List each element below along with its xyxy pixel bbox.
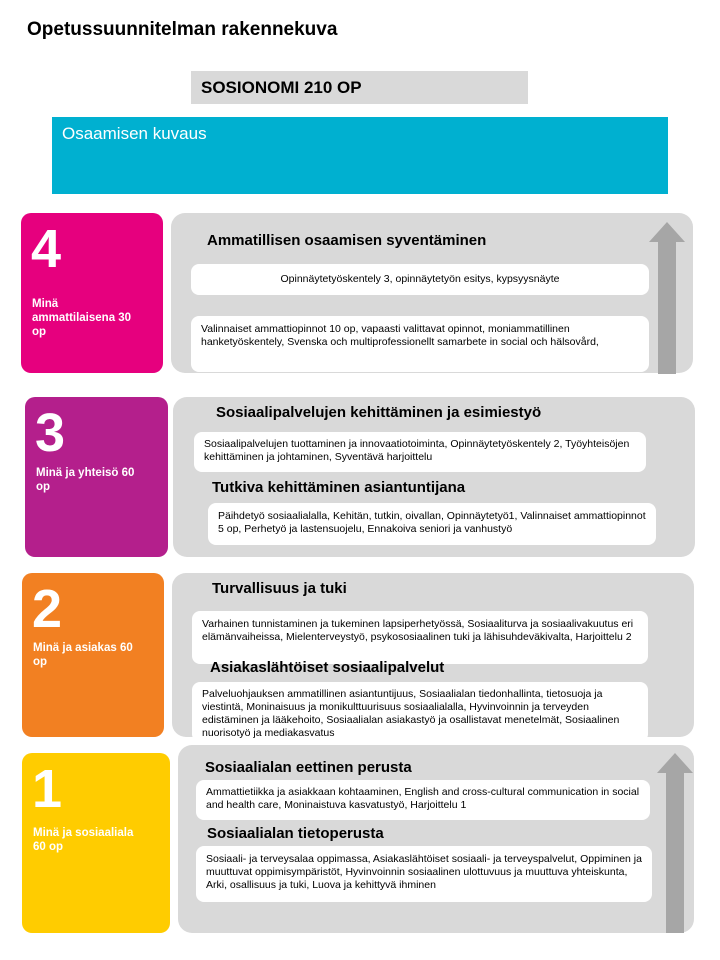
course-box: Palveluohjauksen ammatillinen asiantuntijuus, Sosiaalialan tiedonhallinta, tietosuoja ja viestintä, Moninaisuus ja monikulttuurisuus sosiaalialalla, Hyvinvoinnin ja terveyden edistäminen ja lääkehoito, Sosiaalialan asiakastyö ja osallistavat menetelmät, Sosiaalinen nuorisotyö ja mediakasvatus (192, 682, 648, 742)
competence-description-header (52, 117, 668, 194)
level-number: 3 (35, 403, 66, 463)
section-heading: Turvallisuus ja tuki (212, 580, 347, 597)
course-box: Ammattietiikka ja asiakkaan kohtaaminen, English and cross-cultural communication in social and health care, Moninaistuva kasvatustyö, Harjoittelu 1 (196, 780, 650, 820)
level-2-card (22, 573, 164, 737)
section-heading: Sosiaalialan eettinen perusta (205, 759, 412, 776)
program-title: SOSIONOMI 210 OP (191, 71, 528, 104)
level-number: 2 (32, 579, 63, 639)
course-box: Sosiaalipalvelujen tuottaminen ja innovaatiotoiminta, Opinnäytetyöskentely 2, Työyhteisöjen kehittäminen ja johtaminen, Syventävä harjoittelu (194, 432, 646, 472)
course-box: Opinnäytetyöskentely 3, opinnäytetyön esitys, kypsyysnäyte (191, 264, 649, 295)
section-heading: Sosiaalialan tietoperusta (207, 825, 384, 842)
up-arrow-icon (655, 753, 695, 933)
level-number: 4 (31, 219, 62, 279)
course-box: Varhainen tunnistaminen ja tukeminen lapsiperhetyössä, Sosiaaliturva ja sosiaalivakuutus eri elämänvaiheissa, Mielenterveystyö, psykososiaalinen tuki ja lähisuhdeväkivalta, Harjoittelu 2 (192, 611, 648, 664)
course-box: Sosiaali- ja terveysalaa oppimassa, Asiakaslähtöiset sosiaali- ja terveyspalvelut, Oppiminen ja muuttuvat oppimisympäristöt, Hyvinvoinnin sosiaalinen ulottuvuus ja muuttuva yhteiskunta, Arki, osallisuus ja tuki, Luova ja kehittyvä ihminen (196, 846, 652, 902)
level-label: Minä ja sosiaaliala 60 op (33, 827, 134, 853)
level-label: Minä ammattilaisena 30 op (32, 298, 132, 338)
section-heading: Asiakaslähtöiset sosiaalipalvelut (210, 659, 445, 676)
section-heading: Ammatillisen osaamisen syventäminen (207, 232, 487, 249)
section-heading: Tutkiva kehittäminen asiantuntijana (212, 479, 466, 496)
level-label: Minä ja yhteisö 60 op (36, 467, 135, 493)
level-4-card (21, 213, 163, 373)
up-arrow-icon (647, 222, 687, 374)
level-3-card (25, 397, 168, 557)
level-label: Minä ja asiakas 60 op (33, 642, 133, 668)
level-number: 1 (32, 759, 63, 819)
competence-description-label: Osaamisen kuvaus (62, 124, 207, 143)
section-heading: Sosiaalipalvelujen kehittäminen ja esimiestyö (216, 404, 542, 421)
course-box: Päihdetyö sosiaalialalla, Kehitän, tutkin, oivallan, Opinnäytetyö1, Valinnaiset ammattiopinnot 5 op, Perhetyö ja lastensuojelu, Ennakoiva seniori ja vanhustyö (208, 503, 656, 545)
page-title: Opetussuunnitelman rakennekuva (27, 19, 338, 40)
course-box: Valinnaiset ammattiopinnot 10 op, vapaasti valittavat opinnot, moniammatillinen hanketyöskentely, Svenska och multiprofessionellt samarbete in social och hälsovård, (191, 316, 649, 372)
level-1-card (22, 753, 170, 933)
